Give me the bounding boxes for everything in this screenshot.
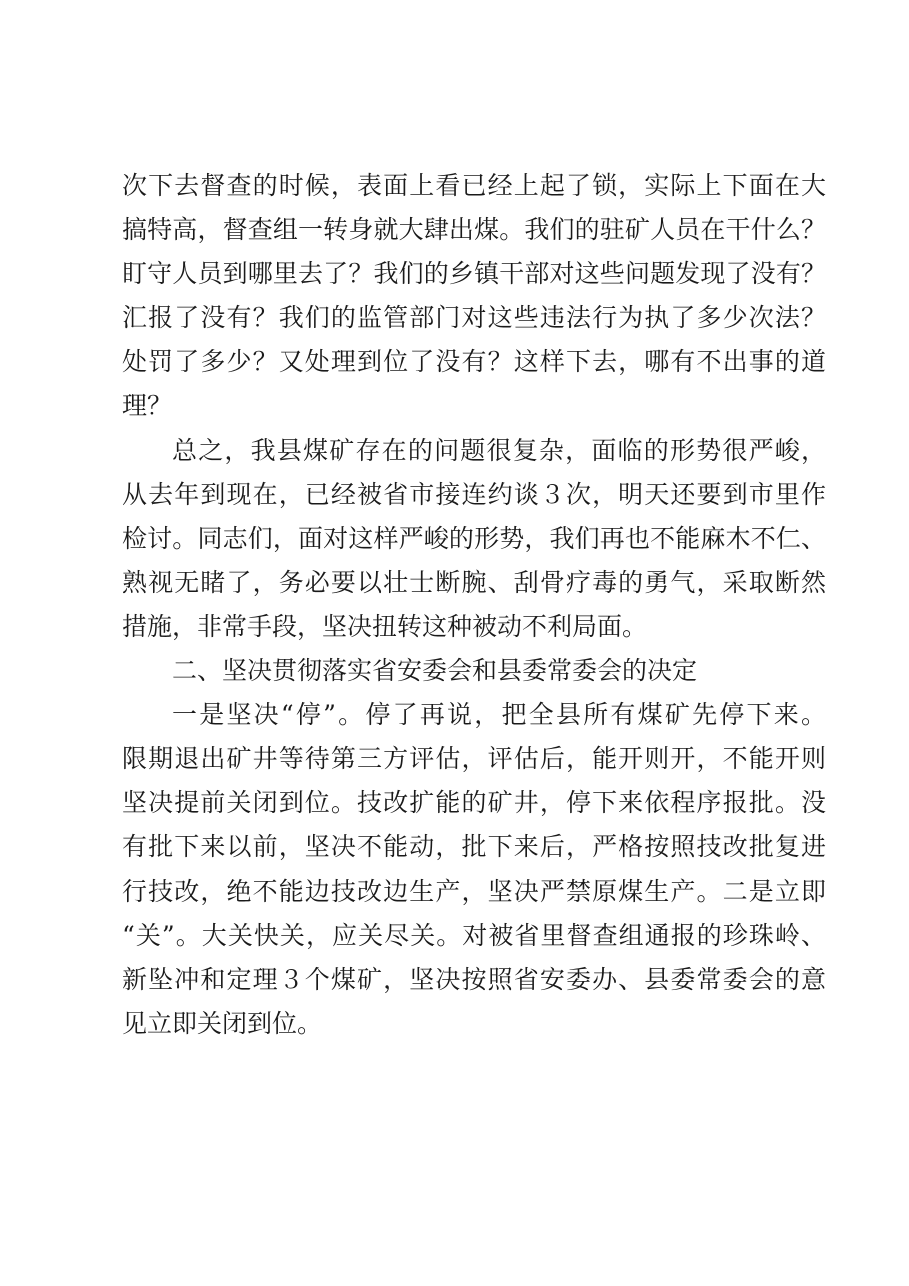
body-line-7: 总之，我县煤矿存在的问题很复杂，面临的形势很严峻， (172, 435, 826, 465)
document-body (122, 164, 826, 1046)
body-line-15: 坚决提前关闭到位。技改扩能的矿井，停下来依程序报批。没 (122, 788, 826, 818)
body-line-13: 一是坚决“停”。停了再说，把全县所有煤矿先停下来。 (172, 700, 826, 730)
section-heading: 二、坚决贯彻落实省安委会和县委常委会的决定 (172, 656, 698, 686)
body-line-14: 限期退出矿井等待第三方评估，评估后，能开则开，不能开则 (122, 744, 826, 774)
body-line-3: 盯守人员到哪里去了？我们的乡镇干部对这些问题发现了没有？ (122, 259, 826, 289)
body-line-8: 从去年到现在，已经被省市接连约谈３次，明天还要到市里作 (122, 479, 826, 509)
body-line-19: 新坠冲和定理３个煤矿，坚决按照省安委办、县委常委会的意 (122, 964, 826, 994)
body-line-2: 搞特高，督查组一转身就大肆出煤。我们的驻矿人员在干什么？ (122, 215, 826, 245)
body-line-16: 有批下来以前，坚决不能动，批下来后，严格按照技改批复进 (122, 832, 826, 862)
body-line-4: 汇报了没有？我们的监管部门对这些违法行为执了多少次法？ (122, 303, 826, 333)
body-line-20: 见立即关闭到位。 (122, 1008, 323, 1038)
body-line-18: “关”。大关快关，应关尽关。对被省里督查组通报的珍珠岭、 (122, 920, 826, 950)
body-line-1: 次下去督查的时候，表面上看已经上起了锁，实际上下面在大 (122, 171, 826, 200)
body-line-5: 处罚了多少？又处理到位了没有？这样下去，哪有不出事的道 (122, 347, 826, 377)
body-line-9: 检讨。同志们，面对这样严峻的形势，我们再也不能麻木不仁、 (122, 523, 826, 553)
body-line-10: 熟视无睹了，务必要以壮士断腕、刮骨疗毒的勇气，采取断然 (122, 567, 826, 597)
body-line-17: 行技改，绝不能边技改边生产，坚决严禁原煤生产。二是立即 (122, 876, 826, 906)
body-line-11: 措施，非常手段，坚决扭转这种被动不利局面。 (122, 611, 648, 641)
body-line-6: 理？ (122, 391, 173, 421)
